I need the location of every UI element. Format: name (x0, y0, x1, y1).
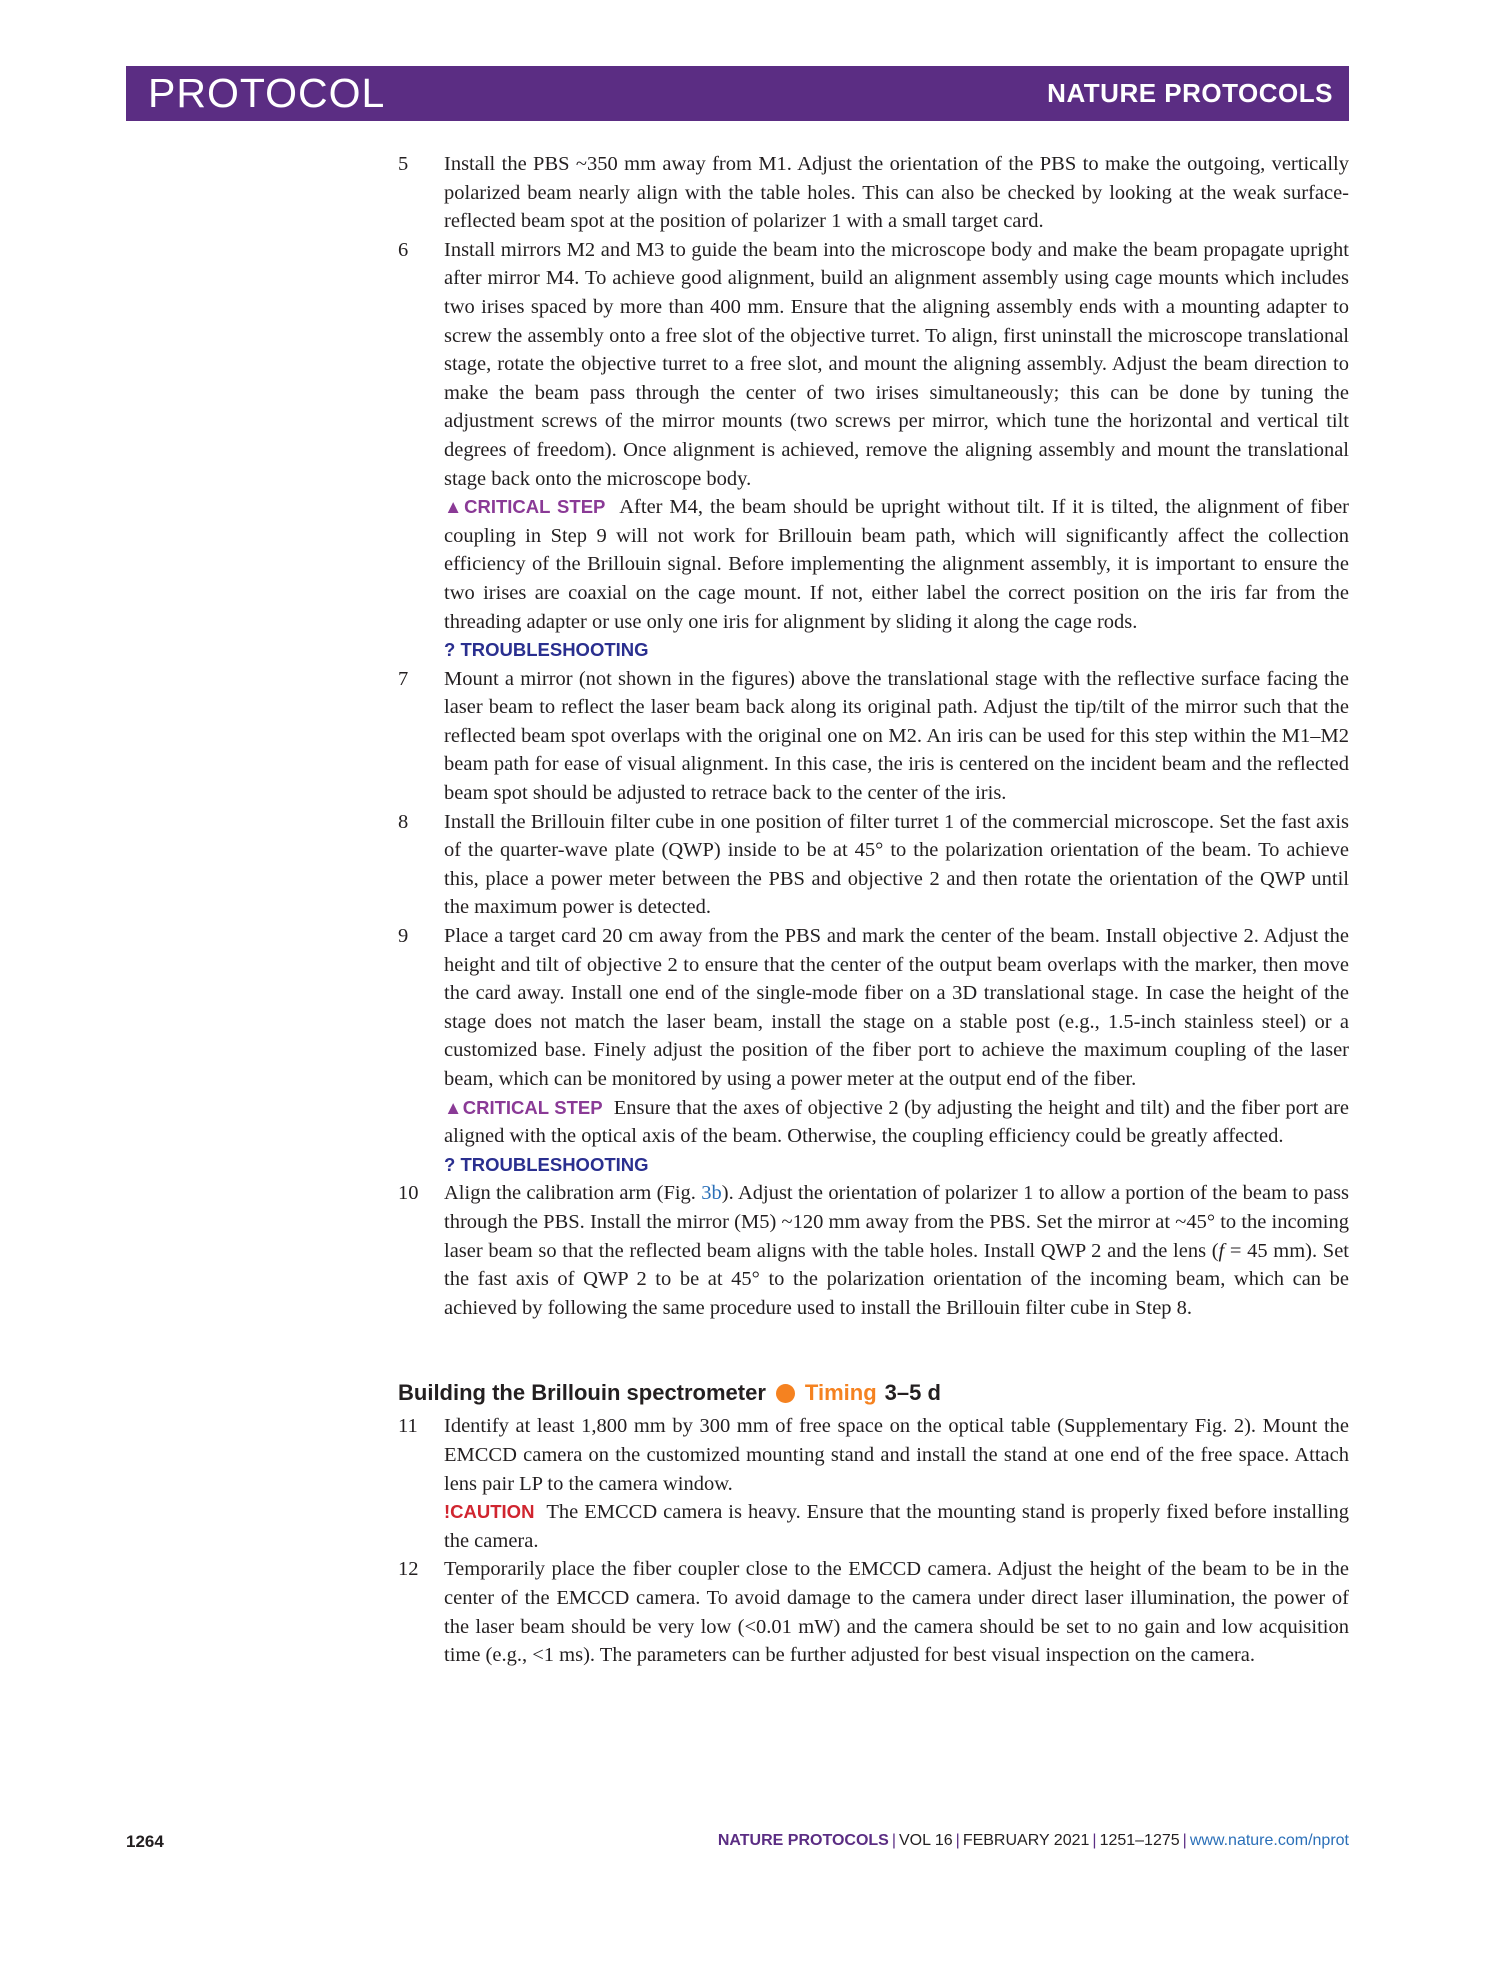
step-number: 7 (398, 667, 409, 690)
step-8 (398, 808, 1349, 922)
step-9 (398, 922, 1349, 1179)
timing-label: Timing (804, 1380, 877, 1406)
step-text-part: ). Adjust the orientation of polarizer 1 to allow a portion of the beam to pass through the PBS. Install the mirror (M5) ~120 mm away from the PBS. Set the mirror at ~45° to the incoming laser beam so that the reflected beam aligns with the table holes. Install QWP 2 and the lens ( (444, 1182, 1349, 1262)
footer-citation: NATURE PROTOCOLS | VOL 16 | FEBRUARY 2021 | 1251–1275 | www.nature.com/nprot (717, 1832, 1349, 1849)
page-number: 1264 (126, 1832, 164, 1851)
footer-volume: VOL 16 (898, 1832, 953, 1849)
section-heading (398, 1380, 1349, 1406)
critical-step-note (444, 1094, 1349, 1151)
caution-text: The EMCCD camera is heavy. Ensure that the mounting stand is properly fixed before installing the camera. (444, 1501, 1349, 1552)
caution-note (444, 1498, 1349, 1555)
footer-url[interactable]: www.nature.com/nprot (1189, 1832, 1349, 1849)
step-number: 11 (398, 1415, 418, 1438)
step-text: Install the Brillouin filter cube in one position of filter turret 1 of the commercial microscope. Set the fast axis of the quarter-wave plate (QWP) inside to be at 45° to the polarization orientation of the beam. To achieve this, place a power meter between the PBS and objective 2 and then rotate the orientation of the QWP until the maximum power is detected. (444, 810, 1349, 919)
timing-value: 3–5 d (884, 1380, 941, 1406)
step-text: Temporarily place the fiber coupler close to the EMCCD camera. Adjust the height of the beam to be in the center of the EMCCD camera. To avoid damage to the camera under direct laser illumination, the power of the laser beam should be very low (<0.01 mW) and the camera should be set to no gain and low acquisition time (e.g., <1 ms). The parameters can be further adjusted for best visual inspection on the camera. (444, 1558, 1349, 1667)
step-text: Install the PBS ~350 mm away from M1. Adjust the orientation of the PBS to make the outgoing, vertically polarized beam nearly align with the table holes. This can also be checked by looking at the weak surface-reflected beam spot at the position of polarizer 1 with a small target card. (444, 153, 1349, 233)
caution-label: !CAUTION (444, 1501, 535, 1523)
critical-step-label: ▲CRITICAL STEP (444, 496, 606, 518)
critical-step-note (444, 493, 1349, 636)
step-number: 10 (398, 1182, 419, 1205)
footer-journal: NATURE PROTOCOLS (717, 1832, 889, 1849)
step-12 (398, 1555, 1349, 1669)
step-text: Mount a mirror (not shown in the figures) above the translational stage with the reflective surface facing the laser beam to reflect the laser beam back along its original path. Adjust the tip/tilt of the mirror such that the reflected beam spot overlaps with the original one on M2. An iris can be used for this step within the M1–M2 beam path for ease of visual alignment. In this case, the iris is centered on the incident beam and the reflected beam spot should be adjusted to retrace back to the center of the iris. (444, 667, 1349, 805)
step-text-part: Align the calibration arm (Fig. (444, 1182, 702, 1205)
footer-pages: 1251–1275 (1099, 1832, 1180, 1849)
step-number: 9 (398, 925, 409, 948)
main-content (398, 150, 1349, 1670)
header-journal-name: NATURE PROTOCOLS (1047, 78, 1333, 108)
step-7 (398, 665, 1349, 808)
step-6 (398, 236, 1349, 665)
step-5 (398, 150, 1349, 236)
header-bar (126, 66, 1349, 121)
step-11 (398, 1412, 1349, 1555)
critical-step-text: Ensure that the axes of objective 2 (by adjusting the height and tilt) and the fiber port are aligned with the optical axis of the beam. Otherwise, the coupling efficiency could be greatly affected. (444, 1096, 1350, 1148)
step-text (444, 1179, 1349, 1322)
step-number: 8 (398, 810, 409, 833)
step-text: Place a target card 20 cm away from the PBS and mark the center of the beam. Install objective 2. Adjust the height and tilt of objective 2 to ensure that the center of the output beam overlaps with the marker, then move the card away. Install one end of the single-mode fiber on a 3D translational stage. In case the height of the stage does not match the laser beam, install the stage on a stable post (e.g., 1.5-inch stainless steel) or a customized base. Finely adjust the position of the fiber port to achieve the maximum coupling of the laser beam, which can be monitored by using a power meter at the output end of the fiber. (444, 925, 1349, 1090)
figure-link[interactable]: 3b (701, 1182, 722, 1205)
timing-dot-icon (776, 1384, 795, 1403)
step-10 (398, 1179, 1349, 1322)
troubleshooting-label: ? TROUBLESHOOTING (444, 1153, 649, 1175)
step-number: 6 (398, 238, 409, 261)
step-text-part: = 45 mm). Set the fast axis of QWP 2 to be at 45° to the polarization orientation of the incoming beam, which can be achieved by following the same procedure used to install the Brillouin filter cube in Step 8. (444, 1239, 1349, 1319)
critical-step-label: ▲CRITICAL STEP (444, 1096, 603, 1118)
step-number: 5 (398, 153, 409, 175)
section-title: Building the Brillouin spectrometer (398, 1380, 766, 1406)
focal-length-variable: f (1218, 1239, 1225, 1262)
header-section-label: PROTOCOL (148, 70, 386, 116)
step-text: Identify at least 1,800 mm by 300 mm of free space on the optical table (Supplementary Fig. 2). Mount the EMCCD camera on the customized mounting stand and install the stand at one end of the free space. Attach lens pair LP to the camera window. (444, 1415, 1349, 1495)
critical-step-text: After M4, the beam should be upright without tilt. If it is tilted, the alignment of fiber coupling in Step 9 will not work for Brillouin beam path, which will significantly affect the collection efficiency of the Brillouin signal. Before implementing the alignment assembly, it is important to ensure the two irises are coaxial on the cage mount. If not, either label the correct position on the iris far from the threading adapter or use only one iris for alignment by sliding it along the cage rods. (444, 496, 1350, 633)
step-text: Install mirrors M2 and M3 to guide the beam into the microscope body and make the beam propagate upright after mirror M4. To achieve good alignment, build an alignment assembly using cage mounts which includes two irises spaced by more than 400 mm. Ensure that the aligning assembly ends with a mounting adapter to screw the assembly onto a free slot of the objective turret. To align, first uninstall the microscope translational stage, rotate the objective turret to a free slot, and mount the aligning assembly. Adjust the beam direction to make the beam pass through the center of two irises simultaneously; this can be done by tuning the adjustment screws of the mirror mounts (two screws per mirror, which tune the horizontal and vertical tilt degrees of freedom). Once alignment is achieved, remove the aligning assembly and mount the translational stage back onto the microscope body. (444, 238, 1349, 490)
footer-date: FEBRUARY 2021 (962, 1832, 1090, 1849)
troubleshooting-label: ? TROUBLESHOOTING (444, 639, 649, 661)
step-number: 12 (398, 1558, 419, 1581)
